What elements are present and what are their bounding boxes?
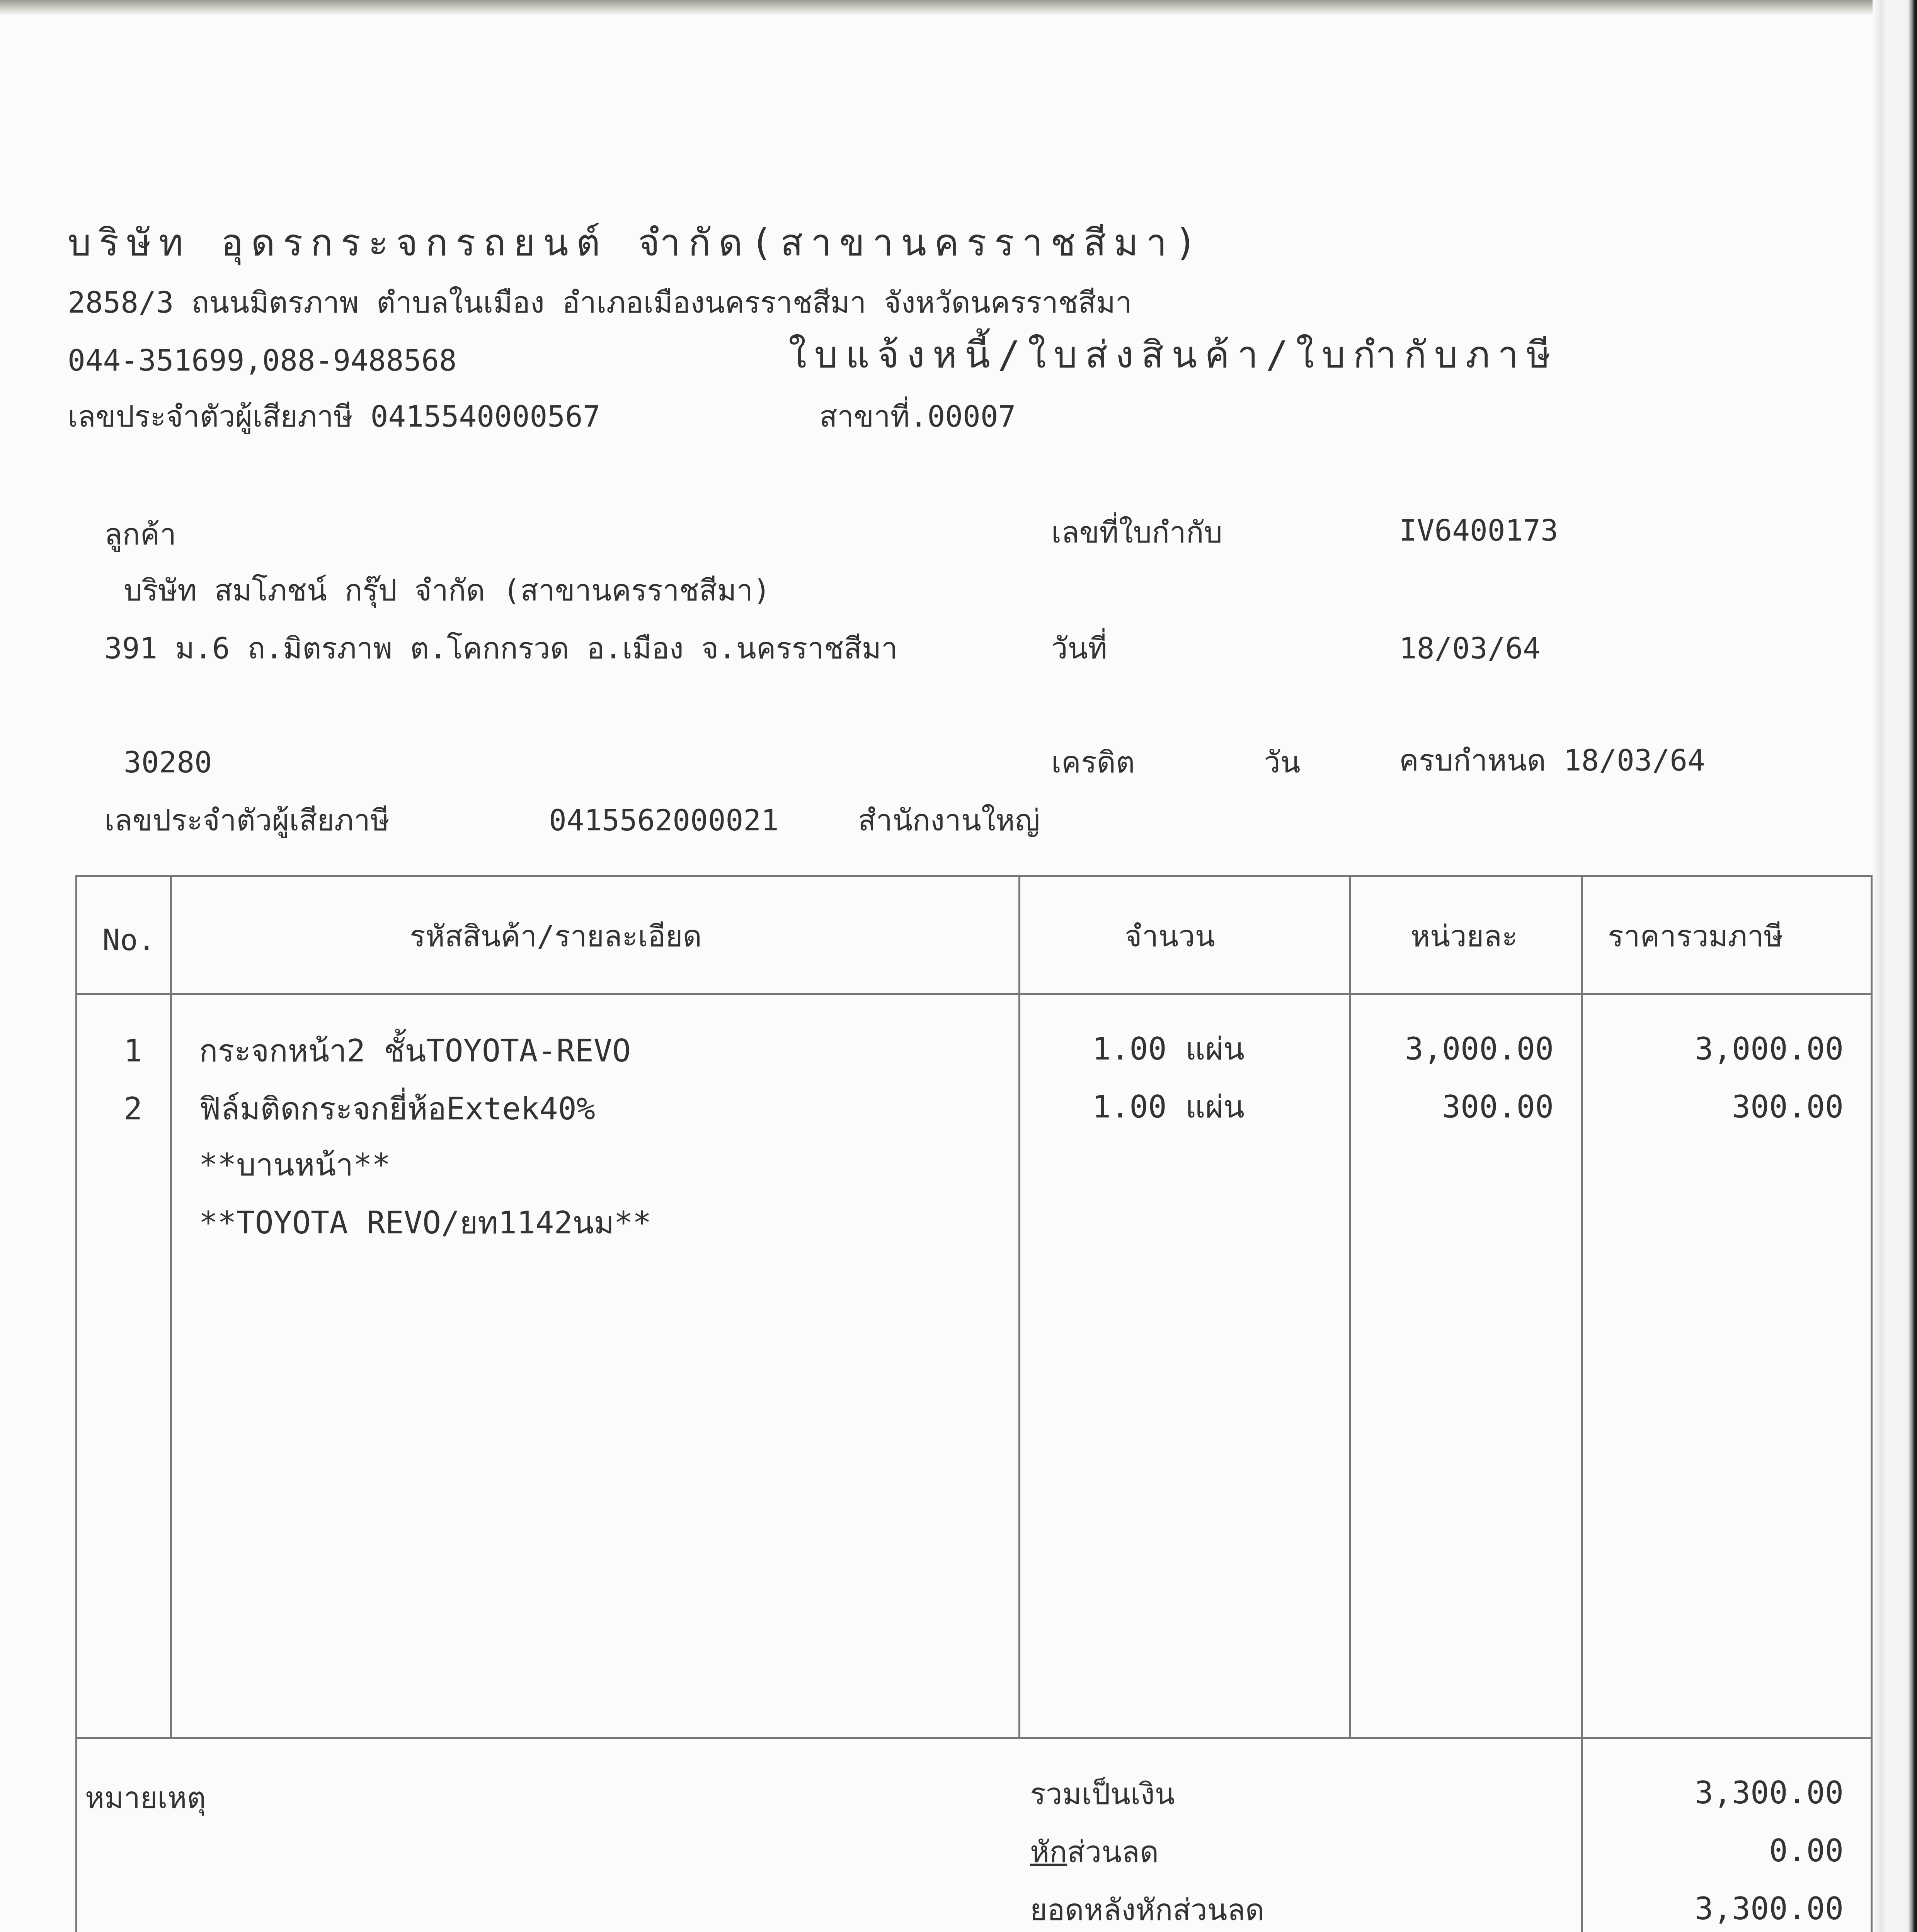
customer-name: บริษัท สมโภชน์ กรุ๊ป จำกัด (สาขานครราชสีมา) (124, 573, 771, 607)
customer-postcode: 30280 (124, 745, 212, 779)
customer-label: ลูกค้า (104, 517, 177, 551)
invoice-no-label: เลขที่ใบกำกับ (1051, 515, 1222, 549)
row2-total: 300.00 (1732, 1089, 1844, 1125)
sum-discount-text: ส่วนลด (1067, 1835, 1159, 1869)
header-desc: รหัสสินค้า/รายละเอียด (410, 919, 702, 953)
sum-discount-label (1030, 1837, 1159, 1867)
col-divider-unit (1581, 875, 1583, 1932)
row1-qty: 1.00 แผ่น (1092, 1031, 1245, 1067)
scan-top-edge (0, 0, 1917, 15)
row2-desc: ฟิล์มติดกระจกยี่ห้อExtek40% (199, 1091, 595, 1127)
row1-unit-price: 3,000.00 (1405, 1031, 1554, 1067)
customer-address: 391 ม.6 ถ.มิตรภาพ ต.โคกกรวด อ.เมือง จ.นครราชสีมา (104, 631, 898, 665)
sum-discount-prefix: หัก (1030, 1835, 1067, 1869)
credit-unit: วัน (1264, 745, 1301, 779)
credit-label: เครดิต (1051, 745, 1135, 779)
sum-after-discount-label: ยอดหลังหักส่วนลด (1030, 1893, 1265, 1927)
company-address: 2858/3 ถนนมิตรภาพ ตำบลในเมือง อำเภอเมืองนครราชสีมา จังหวัดนครราชสีมา (68, 285, 1132, 320)
due-date: ครบกำหนด 18/03/64 (1399, 743, 1705, 777)
table-body-divider (75, 1737, 1873, 1739)
note-line-2: **TOYOTA REVO/ยท1142นม** (199, 1205, 652, 1241)
sum-after-discount-value: 3,300.00 (1694, 1891, 1844, 1927)
customer-tax-label: เลขประจำตัวผู้เสียภาษี (104, 803, 390, 837)
row1-desc: กระจกหน้า2 ชั้นTOYOTA-REVO (199, 1033, 631, 1069)
company-branch: สาขาที่.00007 (819, 399, 1016, 434)
col-divider-qty (1349, 875, 1351, 1737)
row1-no: 1 (124, 1033, 143, 1069)
invoice-date: 18/03/64 (1399, 631, 1541, 665)
document-title: ใบแจ้งหนี้/ใบส่งสินค้า/ใบกำกับภาษี (788, 333, 1559, 376)
header-no: No. (102, 923, 156, 957)
header-total: ราคารวมภาษี (1608, 919, 1783, 953)
company-name: บริษัท อุดรกระจกรถยนต์ จำกัด(สาขานครราชสีมา) (68, 221, 1205, 264)
row2-unit-price: 300.00 (1442, 1089, 1554, 1125)
customer-office: สำนักงานใหญ่ (858, 803, 1040, 837)
date-label: วันที่ (1051, 631, 1107, 665)
remark-label: หมายเหตุ (85, 1781, 206, 1815)
company-tax-id: เลขประจำตัวผู้เสียภาษี 0415540000567 (68, 399, 601, 434)
scan-right-edge (1873, 0, 1917, 1932)
company-phone: 044-351699,088-9488568 (68, 343, 457, 378)
customer-tax-id: 0415562000021 (549, 803, 779, 837)
row2-qty: 1.00 แผ่น (1092, 1089, 1245, 1125)
row2-no: 2 (124, 1091, 143, 1127)
table-header-divider (75, 993, 1873, 995)
col-divider-no (170, 875, 172, 1737)
row1-total: 3,000.00 (1694, 1031, 1844, 1067)
sum-discount-value: 0.00 (1769, 1833, 1844, 1869)
sum-subtotal-value: 3,300.00 (1694, 1775, 1844, 1811)
header-unit-price: หน่วยละ (1411, 919, 1518, 953)
sum-subtotal-label: รวมเป็นเงิน (1030, 1777, 1175, 1811)
header-qty: จำนวน (1125, 919, 1215, 953)
note-line-1: **บานหน้า** (199, 1147, 391, 1183)
col-divider-desc (1018, 875, 1020, 1737)
invoice-no: IV6400173 (1399, 513, 1558, 548)
